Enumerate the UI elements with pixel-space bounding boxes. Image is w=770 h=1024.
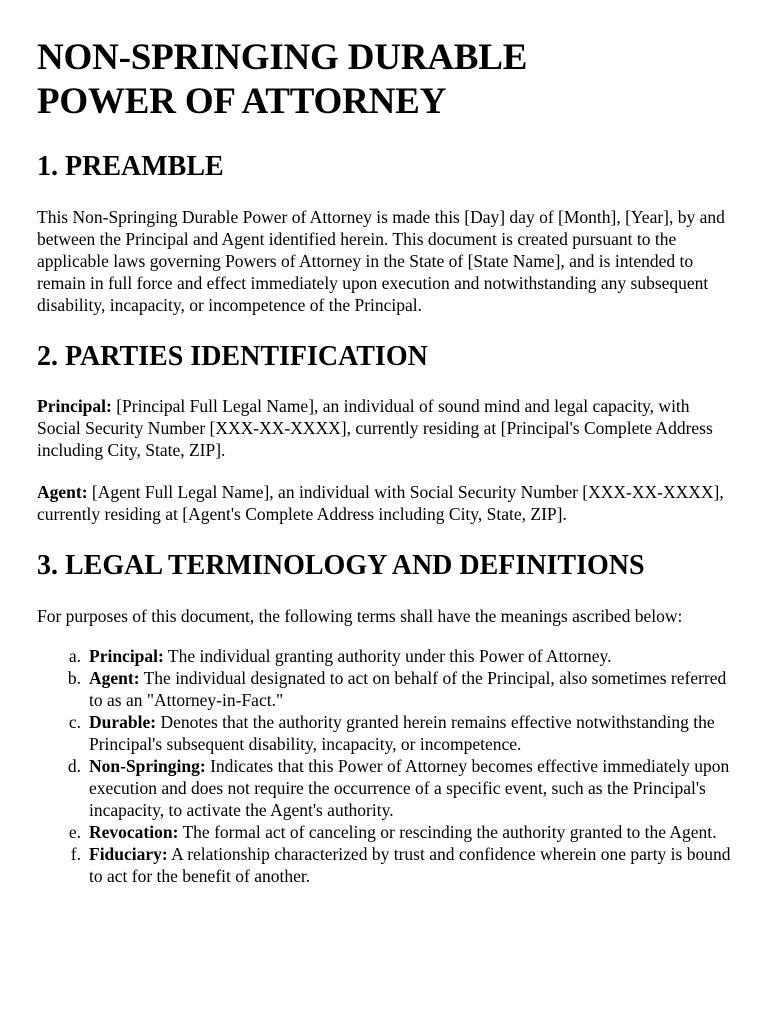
section-heading-preamble: 1. PREAMBLE bbox=[37, 151, 224, 182]
definition-text: The individual designated to act on behalf of the Principal, also sometimes referred to as an "Attorney-in-Fact." bbox=[89, 668, 727, 710]
definition-text: The formal act of canceling or rescinding the authority granted to the Agent. bbox=[178, 822, 717, 842]
definition-item bbox=[37, 755, 734, 821]
definition-term: Durable: bbox=[89, 712, 157, 732]
definition-item bbox=[37, 821, 734, 843]
definition-marker: a. bbox=[68, 646, 81, 666]
definitions-list bbox=[37, 645, 734, 887]
definition-term: Fiduciary: bbox=[89, 844, 168, 864]
definition-item bbox=[37, 667, 734, 711]
principal-paragraph bbox=[37, 395, 734, 461]
principal-label: Principal: bbox=[37, 396, 112, 416]
section-heading-parties: 2. PARTIES IDENTIFICATION bbox=[37, 341, 428, 372]
definition-text: Denotes that the authority granted herein remains effective notwithstanding the Principal's subsequent disability, incapacity, or incompetence. bbox=[89, 712, 715, 754]
agent-paragraph bbox=[37, 481, 734, 525]
definition-marker: e. bbox=[68, 822, 81, 842]
definition-marker: d. bbox=[67, 756, 81, 776]
section-heading-definitions: 3. LEGAL TERMINOLOGY AND DEFINITIONS bbox=[37, 550, 645, 581]
definition-marker: c. bbox=[68, 712, 81, 732]
preamble-paragraph: This Non-Springing Durable Power of Attorney is made this [Day] day of [Month], [Year], by and between the Principal and Agent identified herein. This document is created pursuant to the applicable laws governing Powers of Attorney in the State of [State Name], and is intended to remain in full force and effect immediately upon execution and notwithstanding any subsequent disability, incapacity, or incompetence of the Principal. bbox=[37, 207, 725, 315]
agent-label: Agent: bbox=[37, 482, 88, 502]
definition-text: A relationship characterized by trust and confidence wherein one party is bound to act for the benefit of another. bbox=[89, 844, 731, 886]
definition-term: Agent: bbox=[89, 668, 140, 688]
document-title bbox=[37, 36, 734, 124]
definition-term: Principal: bbox=[89, 646, 164, 666]
definition-item bbox=[37, 711, 734, 755]
definition-term: Non-Springing: bbox=[89, 756, 206, 776]
definition-marker: b. bbox=[67, 668, 81, 688]
agent-text: [Agent Full Legal Name], an individual with Social Security Number [XXX-XX-XXXX], currently residing at [Agent's Complete Address including City, State, ZIP]. bbox=[37, 482, 724, 524]
principal-text: [Principal Full Legal Name], an individual of sound mind and legal capacity, with Social Security Number [XXX-XX-XXXX], currently residing at [Principal's Complete Address including City, State, ZIP]. bbox=[37, 396, 713, 460]
definitions-intro: For purposes of this document, the following terms shall have the meanings ascribed below: bbox=[37, 606, 683, 626]
definition-term: Revocation: bbox=[89, 822, 179, 842]
definition-text: The individual granting authority under this Power of Attorney. bbox=[163, 646, 612, 666]
definition-item bbox=[37, 843, 734, 887]
definition-item bbox=[37, 645, 734, 667]
definition-text: Indicates that this Power of Attorney becomes effective immediately upon execution and does not require the occurrence of a specific event, such as the Principal's incapacity, to activate the Agent's authority. bbox=[89, 756, 730, 820]
definition-marker: f. bbox=[70, 844, 81, 864]
document-title-line-2: POWER OF ATTORNEY bbox=[37, 81, 447, 122]
document-title-line-1: NON-SPRINGING DURABLE bbox=[37, 37, 528, 78]
